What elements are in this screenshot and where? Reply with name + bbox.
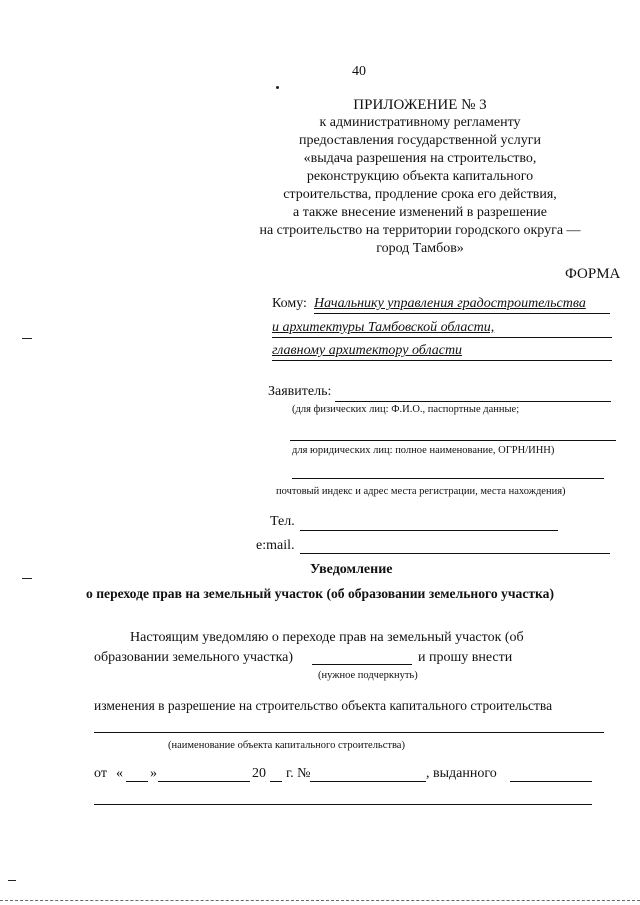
- appendix-title: ПРИЛОЖЕНИЕ № 3: [353, 97, 487, 113]
- year-prefix: 20: [252, 766, 266, 781]
- notice-paragraph-line-3: изменения в разрешение на строительство объекта капитального строительства: [94, 698, 553, 713]
- notice-paragraph-line-1: Настоящим уведомляю о переходе прав на земельный участок (об: [130, 630, 524, 645]
- applicant-field[interactable]: [335, 401, 611, 402]
- notice-paragraph-line-2a: образовании земельного участка): [94, 650, 294, 665]
- addressee-underline-1: [314, 313, 610, 314]
- notice-title: Уведомление: [310, 562, 393, 577]
- issued-by-field-continued[interactable]: [94, 804, 592, 805]
- notice-subtitle: о переходе прав на земельный участок (об образовании земельного участка): [86, 586, 554, 601]
- appendix-line: к административному регламенту: [319, 115, 521, 130]
- margin-mark: [22, 338, 32, 339]
- applicant-hint-address: почтовый индекс и адрес места регистрации, места нахождения): [276, 486, 566, 497]
- month-field[interactable]: [158, 781, 250, 782]
- issued-label: , выданного: [426, 766, 497, 781]
- addressee-underline-3: [272, 360, 612, 361]
- page-number: 40: [352, 64, 366, 79]
- phone-label: Тел.: [270, 514, 295, 529]
- appendix-line: строительства, продление срока его действия,: [283, 187, 557, 202]
- applicant-label: Заявитель:: [268, 384, 332, 399]
- permit-number-field[interactable]: [310, 781, 426, 782]
- addressee-line-3: главному архитектору области: [272, 343, 463, 358]
- applicant-field-2[interactable]: [290, 440, 616, 441]
- year-suffix: г. №: [286, 766, 311, 781]
- object-name-field[interactable]: [94, 732, 604, 733]
- addressee-label: Кому:: [272, 296, 307, 311]
- email-label: e:mail.: [256, 538, 295, 553]
- appendix-line: на строительство на территории городского округа —: [259, 223, 581, 238]
- applicant-field-3[interactable]: [292, 478, 604, 479]
- applicant-hint-individual: (для физических лиц: Ф.И.О., паспортные данные;: [292, 404, 520, 415]
- addressee-line-1: Начальнику управления градостроительства: [314, 296, 586, 311]
- rights-transfer-field[interactable]: [312, 664, 412, 665]
- form-label: ФОРМА: [565, 266, 621, 282]
- appendix-line: предоставления государственной услуги: [299, 133, 541, 148]
- year-field[interactable]: [270, 781, 282, 782]
- quote-close: »: [150, 766, 157, 781]
- addressee-underline-2: [272, 337, 612, 338]
- issued-by-field[interactable]: [510, 781, 592, 782]
- quote-open: «: [116, 766, 123, 781]
- day-field[interactable]: [126, 781, 148, 782]
- phone-field[interactable]: [300, 530, 558, 531]
- speck: [276, 86, 279, 89]
- notice-paragraph-line-2b: и прошу внести: [418, 650, 513, 665]
- margin-mark: [8, 880, 16, 881]
- appendix-line: реконструкцию объекта капитального: [306, 169, 534, 184]
- appendix-line: а также внесение изменений в разрешение: [292, 205, 548, 220]
- addressee-line-2: и архитектуры Тамбовской области,: [272, 320, 495, 335]
- margin-mark: [22, 578, 32, 579]
- appendix-line: город Тамбов»: [376, 241, 464, 256]
- email-field[interactable]: [300, 553, 610, 554]
- object-name-hint: (наименование объекта капитального строительства): [168, 740, 405, 751]
- underline-hint: (нужное подчеркнуть): [318, 670, 418, 681]
- date-from-label: от: [94, 766, 107, 781]
- scan-edge: [0, 900, 640, 901]
- applicant-hint-legal: для юридических лиц: полное наименование, ОГРН/ИНН): [292, 445, 555, 456]
- appendix-line: «выдача разрешения на строительство,: [303, 151, 537, 166]
- appendix-block: [250, 96, 590, 258]
